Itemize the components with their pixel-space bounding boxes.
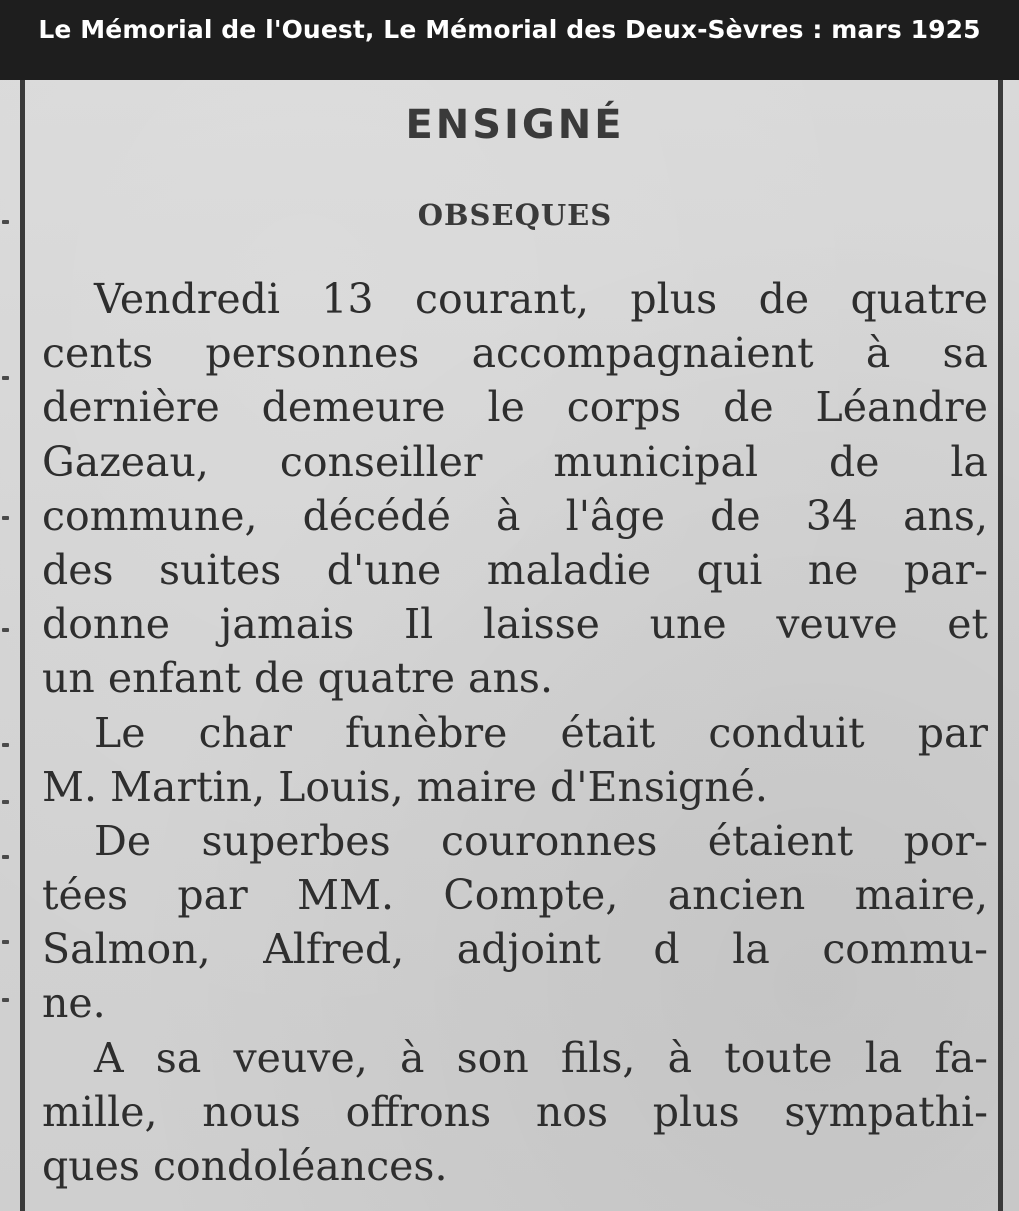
margin-mark <box>2 376 9 380</box>
article-line: mille, nous offrons nos plus sympathi- <box>42 1087 988 1136</box>
margin-mark <box>2 800 9 804</box>
article-line: ne. <box>42 979 106 1028</box>
column-rule-right <box>998 80 1003 1211</box>
article-body <box>42 272 988 1193</box>
margin-mark <box>2 220 9 224</box>
article-headline: ENSIGNÉ <box>405 102 625 148</box>
margin-mark <box>2 516 9 520</box>
margin-mark <box>2 855 9 859</box>
newspaper-clipping <box>0 80 1019 1211</box>
image-caption: Le Mémorial de l'Ouest, Le Mémorial des Deux-Sèvres : mars 1925 <box>38 14 981 44</box>
article-line: Vendredi 13 courant, plus de quatre <box>94 275 988 323</box>
margin-mark <box>2 743 9 747</box>
caption-bar <box>0 0 1019 80</box>
article-line: donne jamais Il laisse une veuve et <box>42 600 988 649</box>
article-subheading: OBSEQUES <box>417 198 613 232</box>
article-line: tées par MM. Compte, ancien maire, <box>42 871 988 920</box>
article-line: ques condoléances. <box>42 1142 448 1190</box>
column-rule-left <box>20 80 25 1211</box>
margin-mark <box>2 940 9 944</box>
article-line: un enfant de quatre ans. <box>42 654 553 703</box>
article-line: De superbes couronnes étaient por- <box>94 816 988 865</box>
margin-mark <box>2 628 9 632</box>
article-line: Gazeau, conseiller municipal de la <box>42 437 988 486</box>
margin-mark <box>2 998 9 1002</box>
article-line: cents personnes accompagnaient à sa <box>42 329 988 378</box>
article-line: Salmon, Alfred, adjoint d la commu- <box>42 925 988 974</box>
article-line: Le char funèbre était conduit par <box>94 708 988 757</box>
article-line: dernière demeure le corps de Léandre <box>42 383 988 432</box>
article-line: M. Martin, Louis, maire d'Ensigné. <box>42 762 768 811</box>
article-line: des suites d'une maladie qui ne par- <box>42 545 988 594</box>
article-line: A sa veuve, à son fils, à toute la fa- <box>94 1033 988 1082</box>
article-line: commune, décédé à l'âge de 34 ans, <box>42 491 988 540</box>
